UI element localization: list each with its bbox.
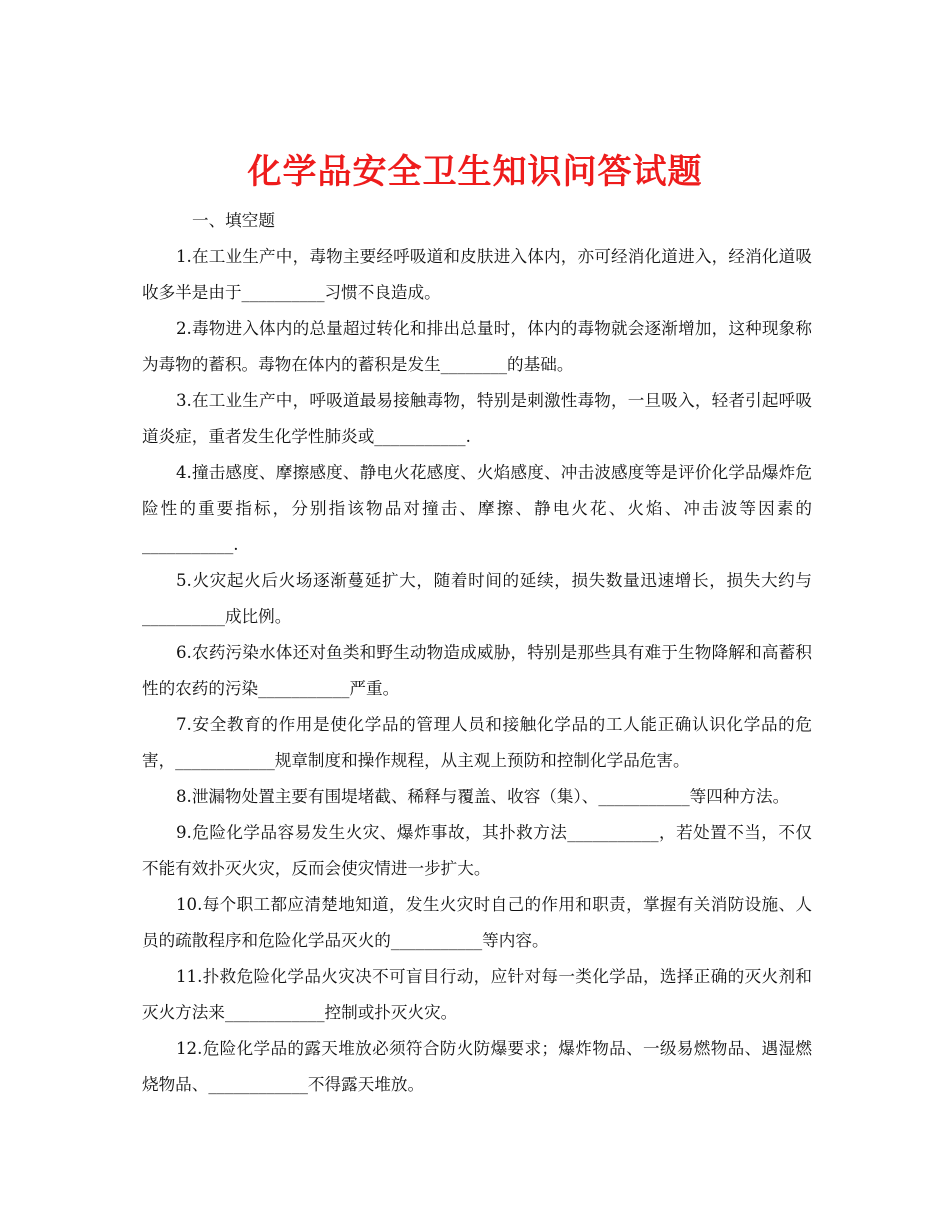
question-2: 2.毒物进入体内的总量超过转化和排出总量时，体内的毒物就会逐渐增加，这种现象称为毒物的蓄积。毒物在体内的蓄积是发生________的基础。: [142, 319, 812, 374]
question-12: 12.危险化学品的露天堆放必须符合防火防爆要求；爆炸物品、一级易燃物品、遇湿燃烧物品、____________不得露天堆放。: [142, 1039, 812, 1094]
document-title: 化学品安全卫生知识问答试题: [247, 151, 703, 192]
question-8: 8.泄漏物处置主要有围堤堵截、稀释与覆盖、收容（集）、___________等四种方法。: [176, 787, 790, 806]
question-6: 6.农药污染水体还对鱼类和野生动物造成威胁，特别是那些具有难于生物降解和高蓄积性的农药的污染___________严重。: [142, 643, 812, 698]
question-3: 3.在工业生产中，呼吸道最易接触毒物，特别是刺激性毒物，一旦吸入，轻者引起呼吸道炎症，重者发生化学性肺炎或___________.: [142, 391, 812, 446]
section-heading: 一、填空题: [192, 211, 275, 230]
question-7: 7.安全教育的作用是使化学品的管理人员和接触化学品的工人能正确认识化学品的危害，____________规章制度和操作规程，从主观上预防和控制化学品危害。: [142, 715, 812, 770]
document-body: [142, 203, 812, 1103]
question-11: 11.扑救危险化学品火灾决不可盲目行动，应针对每一类化学品，选择正确的灭火剂和灭火方法来____________控制或扑灭火灾。: [142, 967, 812, 1022]
question-9: 9.危险化学品容易发生火灾、爆炸事故，其扑救方法___________，若处置不当，不仅不能有效扑灭火灾，反而会使灾情进一步扩大。: [142, 823, 812, 878]
question-10: 10.每个职工都应清楚地知道，发生火灾时自己的作用和职责，掌握有关消防设施、人员的疏散程序和危险化学品灭火的___________等内容。: [142, 895, 812, 950]
question-1: 1.在工业生产中，毒物主要经呼吸道和皮肤进入体内，亦可经消化道进入，经消化道吸收多半是由于__________习惯不良造成。: [142, 247, 812, 302]
question-5: 5.火灾起火后火场逐渐蔓延扩大，随着时间的延续，损失数量迅速增长，损失大约与__________成比例。: [142, 571, 812, 626]
question-4: 4.撞击感度、摩擦感度、静电火花感度、火焰感度、冲击波感度等是评价化学品爆炸危险性的重要指标，分别指该物品对撞击、摩擦、静电火花、火焰、冲击波等因素的___________.: [142, 463, 812, 554]
